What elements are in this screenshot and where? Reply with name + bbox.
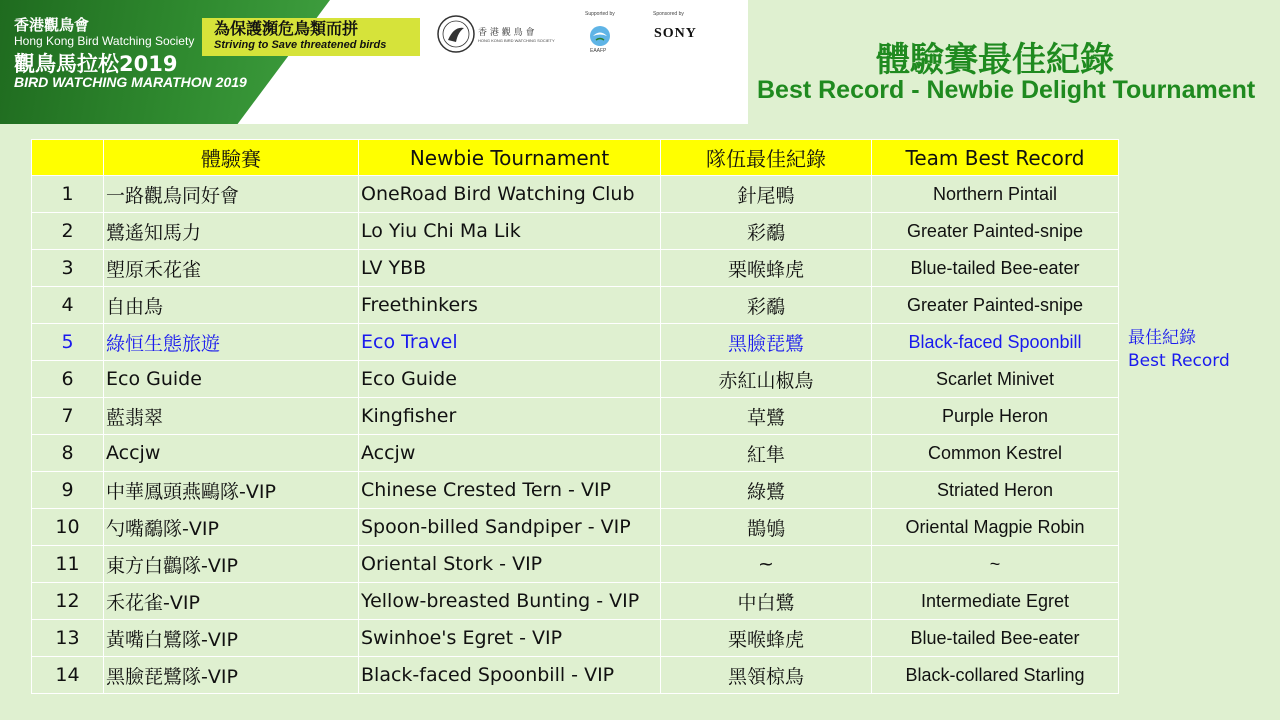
cell-record-zh: ~: [661, 546, 872, 583]
cell-team-en: OneRoad Bird Watching Club: [359, 176, 661, 213]
cell-number: 2: [32, 213, 104, 250]
cell-number: 5: [32, 324, 104, 361]
supported-by-label: Supported by: [585, 11, 615, 17]
cell-team-en: Accjw: [359, 435, 661, 472]
cell-record-en: Greater Painted-snipe: [872, 213, 1119, 250]
cell-record-zh: 紅隼: [661, 435, 872, 472]
cell-team-zh: 禾花雀-VIP: [104, 583, 359, 620]
cell-number: 8: [32, 435, 104, 472]
hkbws-logo-subtext: HONG KONG BIRD WATCHING SOCIETY: [478, 38, 555, 43]
cell-team-en: Freethinkers: [359, 287, 661, 324]
cell-team-zh: Accjw: [104, 435, 359, 472]
table-row: [32, 620, 1119, 657]
best-record-table: [31, 139, 1119, 694]
table-row: [32, 509, 1119, 546]
cell-record-zh: 針尾鴨: [661, 176, 872, 213]
cell-number: 9: [32, 472, 104, 509]
cell-team-en: Lo Yiu Chi Ma Lik: [359, 213, 661, 250]
cell-number: 10: [32, 509, 104, 546]
cell-record-zh: 彩鷸: [661, 287, 872, 324]
header-record-zh: 隊伍最佳紀錄: [661, 140, 872, 176]
cell-team-zh: 中華鳳頭燕鷗隊-VIP: [104, 472, 359, 509]
marathon-title-en: BIRD WATCHING MARATHON 2019: [14, 74, 247, 90]
cell-record-en: Intermediate Egret: [872, 583, 1119, 620]
cell-number: 6: [32, 361, 104, 398]
cell-team-en: Yellow-breasted Bunting - VIP: [359, 583, 661, 620]
cell-record-en: Purple Heron: [872, 398, 1119, 435]
cell-record-en: Black-faced Spoonbill: [872, 324, 1119, 361]
cell-number: 3: [32, 250, 104, 287]
cell-team-en: Kingfisher: [359, 398, 661, 435]
cell-record-en: Common Kestrel: [872, 435, 1119, 472]
cell-record-en: Blue-tailed Bee-eater: [872, 250, 1119, 287]
table-row: [32, 546, 1119, 583]
cell-number: 1: [32, 176, 104, 213]
cell-record-zh: 綠鷺: [661, 472, 872, 509]
table-row: [32, 472, 1119, 509]
header-newbie-zh: 體驗賽: [104, 140, 359, 176]
best-record-note-zh: 最佳紀錄: [1128, 328, 1196, 348]
header-number: [32, 140, 104, 176]
cell-record-zh: 黑領椋鳥: [661, 657, 872, 694]
sponsored-by-label: Sponsored by: [653, 11, 684, 17]
table-row: [32, 250, 1119, 287]
cell-record-en: Striated Heron: [872, 472, 1119, 509]
cell-record-en: Black-collared Starling: [872, 657, 1119, 694]
cell-record-en: Greater Painted-snipe: [872, 287, 1119, 324]
cell-number: 12: [32, 583, 104, 620]
cell-team-zh: 綠恒生態旅遊: [104, 324, 359, 361]
cell-record-en: ~: [872, 546, 1119, 583]
cell-team-zh: 塱原禾花雀: [104, 250, 359, 287]
cell-team-en: Eco Travel: [359, 324, 661, 361]
cell-record-zh: 栗喉蜂虎: [661, 250, 872, 287]
cell-team-en: Eco Guide: [359, 361, 661, 398]
cell-record-zh: 鵲鴝: [661, 509, 872, 546]
table-row: [32, 583, 1119, 620]
table-row: [32, 287, 1119, 324]
cell-record-zh: 栗喉蜂虎: [661, 620, 872, 657]
cell-team-zh: 自由鳥: [104, 287, 359, 324]
page-title-zh: 體驗賽最佳紀錄: [876, 40, 1114, 80]
cell-record-zh: 彩鷸: [661, 213, 872, 250]
table-row: [32, 398, 1119, 435]
event-banner: [0, 0, 748, 124]
sponsor-logo: SONY: [654, 26, 697, 41]
cell-team-zh: Eco Guide: [104, 361, 359, 398]
best-record-note-en: Best Record: [1128, 351, 1230, 371]
cell-record-zh: 中白鷺: [661, 583, 872, 620]
cell-team-en: Swinhoe's Egret - VIP: [359, 620, 661, 657]
cell-number: 13: [32, 620, 104, 657]
cell-record-en: Oriental Magpie Robin: [872, 509, 1119, 546]
slogan-box: [202, 18, 420, 56]
slogan-en: Striving to Save threatened birds: [214, 39, 387, 51]
cell-team-zh: 藍翡翠: [104, 398, 359, 435]
table-header-row: [32, 140, 1119, 176]
cell-number: 11: [32, 546, 104, 583]
cell-record-en: Blue-tailed Bee-eater: [872, 620, 1119, 657]
table-row: [32, 213, 1119, 250]
header-newbie-en: Newbie Tournament: [359, 140, 661, 176]
best-record-note: [1128, 327, 1230, 373]
table-row: [32, 176, 1119, 213]
slogan-zh: 為保護瀕危鳥類而拼: [214, 19, 359, 38]
cell-record-en: Northern Pintail: [872, 176, 1119, 213]
table-row: [32, 657, 1119, 694]
cell-record-zh: 赤紅山椒鳥: [661, 361, 872, 398]
table-body: [32, 176, 1119, 694]
cell-team-zh: 黑臉琵鷺隊-VIP: [104, 657, 359, 694]
hkbws-logo-icon: [436, 14, 476, 54]
hkbws-logo-text: 香 港 觀 鳥 會: [478, 28, 535, 38]
cell-number: 4: [32, 287, 104, 324]
cell-record-zh: 草鷺: [661, 398, 872, 435]
cell-record-zh: 黑臉琵鷺: [661, 324, 872, 361]
cell-team-en: Oriental Stork - VIP: [359, 546, 661, 583]
eaafp-logo-icon: [588, 24, 612, 48]
cell-team-en: Black-faced Spoonbill - VIP: [359, 657, 661, 694]
society-name-en: Hong Kong Bird Watching Society: [14, 34, 195, 48]
page-title-en: Best Record - Newbie Delight Tournament: [757, 76, 1256, 104]
table-row: [32, 324, 1119, 361]
marathon-title-zh: 觀鳥馬拉松2019: [14, 52, 178, 76]
header-record-en: Team Best Record: [872, 140, 1119, 176]
cell-team-en: LV YBB: [359, 250, 661, 287]
cell-team-zh: 東方白鸛隊-VIP: [104, 546, 359, 583]
table-row: [32, 361, 1119, 398]
cell-record-en: Scarlet Minivet: [872, 361, 1119, 398]
cell-team-en: Chinese Crested Tern - VIP: [359, 472, 661, 509]
cell-team-zh: 勺嘴鷸隊-VIP: [104, 509, 359, 546]
eaafp-logo-text: EAAFP: [590, 48, 607, 54]
cell-number: 7: [32, 398, 104, 435]
society-name-zh: 香港觀鳥會: [14, 16, 90, 34]
table-row: [32, 435, 1119, 472]
cell-number: 14: [32, 657, 104, 694]
cell-team-zh: 鷺遙知馬力: [104, 213, 359, 250]
cell-team-en: Spoon-billed Sandpiper - VIP: [359, 509, 661, 546]
cell-team-zh: 一路觀鳥同好會: [104, 176, 359, 213]
cell-team-zh: 黃嘴白鷺隊-VIP: [104, 620, 359, 657]
